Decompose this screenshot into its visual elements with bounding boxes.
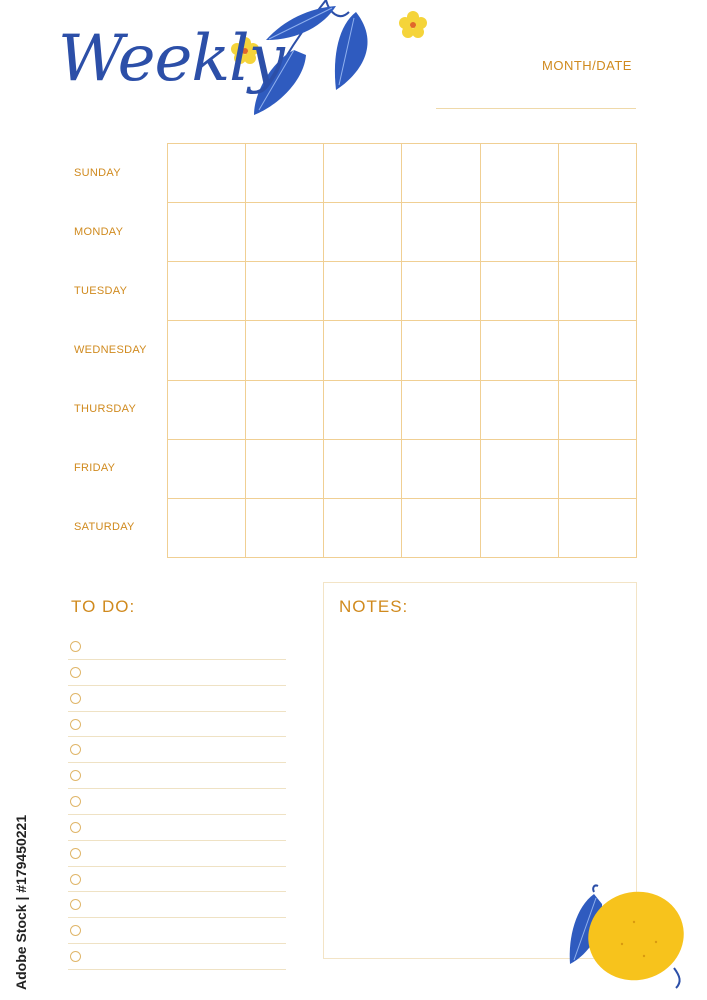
grid-cell[interactable] [559,321,637,380]
grid-cell[interactable] [481,262,559,321]
checkbox-circle-icon[interactable] [70,693,81,704]
day-label-sunday: SUNDAY [74,166,121,179]
grid-cell[interactable] [324,499,402,558]
grid-cell[interactable] [402,144,480,203]
grid-cell[interactable] [559,499,637,558]
todo-item[interactable] [68,841,286,867]
grid-cell[interactable] [324,203,402,262]
grid-cell[interactable] [559,440,637,499]
grid-cell[interactable] [168,440,246,499]
grid-cell[interactable] [168,262,246,321]
flower-icon [398,10,428,40]
page-title: Weekly [58,22,284,96]
todo-item[interactable] [68,789,286,815]
grid-cell[interactable] [246,381,324,440]
grid-cell[interactable] [324,144,402,203]
grid-cell[interactable] [246,262,324,321]
grid-cell[interactable] [246,440,324,499]
grid-cell[interactable] [324,440,402,499]
checkbox-circle-icon[interactable] [70,641,81,652]
grid-cell[interactable] [481,499,559,558]
todo-item[interactable] [68,737,286,763]
grid-cell[interactable] [402,499,480,558]
checkbox-circle-icon[interactable] [70,744,81,755]
grid-cell[interactable] [559,381,637,440]
todo-item[interactable] [68,815,286,841]
grid-cell[interactable] [168,321,246,380]
grid-cell[interactable] [246,321,324,380]
todo-title: TO DO: [71,597,136,616]
day-labels [74,143,166,557]
grid-cell[interactable] [402,203,480,262]
todo-item[interactable] [68,660,286,686]
grid-cell[interactable] [168,499,246,558]
grid-cell[interactable] [481,440,559,499]
grid-cell[interactable] [559,262,637,321]
lemon-illustration [564,882,692,994]
grid-cell[interactable] [168,203,246,262]
checkbox-circle-icon[interactable] [70,951,81,962]
todo-list [68,634,286,970]
checkbox-circle-icon[interactable] [70,719,81,730]
grid-cell[interactable] [168,381,246,440]
checkbox-circle-icon[interactable] [70,796,81,807]
grid-cell[interactable] [481,203,559,262]
day-label-friday: FRIDAY [74,462,116,475]
checkbox-circle-icon[interactable] [70,925,81,936]
notes-title: NOTES: [339,597,409,616]
grid-cell[interactable] [402,440,480,499]
todo-item[interactable] [68,892,286,918]
grid-cell[interactable] [246,499,324,558]
grid-cell[interactable] [481,381,559,440]
grid-cell[interactable] [324,381,402,440]
checkbox-circle-icon[interactable] [70,822,81,833]
todo-item[interactable] [68,634,286,660]
watermark-text: Adobe Stock | #179450221 [13,814,29,990]
grid-cell[interactable] [481,144,559,203]
checkbox-circle-icon[interactable] [70,667,81,678]
weekly-grid [167,143,637,558]
grid-cell[interactable] [246,144,324,203]
todo-item[interactable] [68,867,286,893]
grid-cell[interactable] [168,144,246,203]
checkbox-circle-icon[interactable] [70,874,81,885]
grid-cell[interactable] [324,321,402,380]
grid-cell[interactable] [481,321,559,380]
todo-item[interactable] [68,712,286,738]
checkbox-circle-icon[interactable] [70,899,81,910]
todo-item[interactable] [68,686,286,712]
day-label-monday: MONDAY [74,225,124,238]
todo-item[interactable] [68,944,286,970]
grid-cell[interactable] [402,381,480,440]
grid-cell[interactable] [246,203,324,262]
day-label-saturday: SATURDAY [74,521,135,534]
todo-item[interactable] [68,763,286,789]
day-label-wednesday: WEDNESDAY [74,343,147,356]
day-label-tuesday: TUESDAY [74,284,128,297]
grid-cell[interactable] [559,203,637,262]
checkbox-circle-icon[interactable] [70,770,81,781]
grid-cell[interactable] [402,321,480,380]
checkbox-circle-icon[interactable] [70,848,81,859]
grid-cell[interactable] [402,262,480,321]
month-date-label: MONTH/DATE [542,58,632,73]
month-date-field[interactable] [436,108,636,109]
grid-cell[interactable] [559,144,637,203]
todo-item[interactable] [68,918,286,944]
day-label-thursday: THURSDAY [74,403,137,416]
grid-cell[interactable] [324,262,402,321]
